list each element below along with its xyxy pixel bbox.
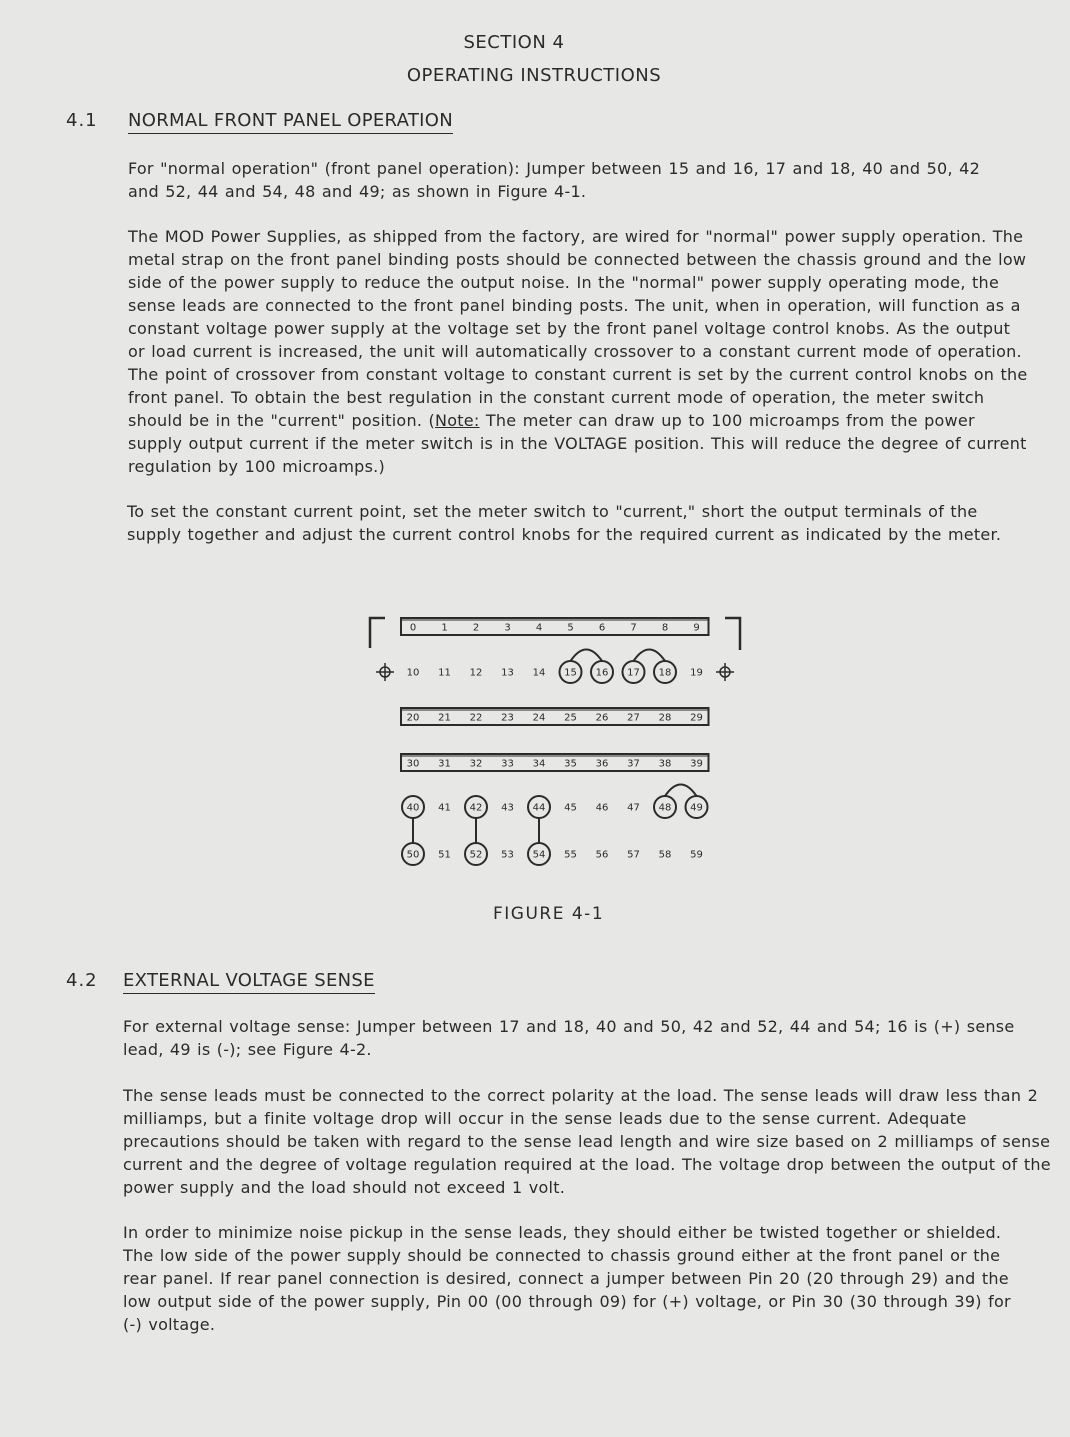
paragraph-text [128,225,1028,478]
jumper-strap [665,785,697,797]
terminal-label: 46 [595,802,609,814]
terminal-label: 0 [409,622,417,634]
page-title: OPERATING INSTRUCTIONS [406,65,662,86]
terminal-label: 13 [501,667,514,679]
terminal-label: 32 [469,758,483,770]
terminal-label: 17 [627,667,640,679]
paragraph-4-1-intro [128,157,998,203]
terminal-label: 54 [532,849,546,861]
terminal-label: 1 [441,622,448,634]
section-title-4-2: EXTERNAL VOLTAGE SENSE [123,970,375,994]
terminal-label: 40 [406,802,420,814]
note-label: Note: [435,411,480,430]
terminal-label: 18 [658,667,672,679]
section-title-4-1: NORMAL FRONT PANEL OPERATION [128,110,453,134]
section-heading: SECTION 4 [463,32,565,53]
terminal-label: 36 [595,758,609,770]
terminal-label: 2 [472,622,480,634]
bracket-right [725,618,740,650]
terminal-label: 44 [532,802,546,814]
terminal-label: 29 [690,712,703,724]
figure-caption: FIGURE 4-1 [493,904,605,924]
paragraph-text: For "normal operation" (front panel operation): Jumper between 15 and 16, 17 and 18, 40 and 50, 42 and 52, 44 and 54, 48 and 49; as shown in Figure 4-1. [128,159,980,201]
terminal-label: 43 [501,802,514,814]
terminal-label: 53 [501,849,514,861]
terminal-label: 12 [469,667,483,679]
terminal-label: 34 [532,758,546,770]
terminal-label: 9 [693,622,700,634]
jumper-strap [634,650,666,662]
terminal-label: 5 [567,622,574,634]
terminal-label: 37 [627,758,640,770]
terminal-label: 22 [469,712,483,724]
terminal-label: 56 [595,849,609,861]
paragraph-4-2-intro [123,1015,1033,1061]
paragraph-text: To set the constant current point, set the meter switch to "current," short the output terminals of the supply together and adjust the current control knobs for the required current as indicated by the meter. [127,502,1002,544]
terminal-label: 41 [438,802,451,814]
terminal-label: 50 [406,849,420,861]
terminal-label: 59 [690,849,703,861]
terminal-label: 31 [438,758,451,770]
terminal-label: 26 [595,712,609,724]
bracket-left [370,618,385,648]
terminal-label: 28 [658,712,672,724]
terminal-diagram [360,610,760,880]
terminal-label: 33 [501,758,514,770]
terminal-label: 49 [690,802,703,814]
terminal-label: 23 [501,712,514,724]
terminal-label: 51 [438,849,451,861]
terminal-label: 16 [595,667,609,679]
terminal-label: 7 [630,622,637,634]
terminal-label: 42 [469,802,483,814]
terminal-label: 6 [598,622,606,634]
terminal-label: 27 [627,712,640,724]
terminal-label: 47 [627,802,640,814]
terminal-label: 8 [661,622,669,634]
terminal-label: 25 [564,712,577,724]
terminal-label: 45 [564,802,577,814]
terminal-label: 10 [406,667,420,679]
terminal-label: 57 [627,849,640,861]
terminal-label: 55 [564,849,577,861]
text-run: The meter can draw up to 100 microamps from the power supply output current if the meter switch is in the VOLTAGE position. This will reduce the degree of current regulation by 100 microamps.) [128,411,1027,476]
terminal-label: 19 [690,667,703,679]
terminal-label: 21 [438,712,451,724]
terminal-label: 14 [532,667,546,679]
section-number-4-2: 4.2 [66,970,98,991]
terminal-label: 4 [535,622,543,634]
paragraph-text: In order to minimize noise pickup in the sense leads, they should either be twisted together or shielded. The low side of the power supply should be connected to chassis ground either at the front panel or the rear panel. If rear panel connection is desired, connect a jumper between Pin 20 (20 through 29) and the low output side of the power supply, Pin 00 (00 through 09) for (+) voltage, or Pin 30 (30 through 39) for (-) voltage. [123,1223,1011,1334]
terminal-label: 38 [658,758,672,770]
section-number-4-1: 4.1 [66,110,98,131]
jumper-strap [571,650,603,662]
paragraph-4-1-constant-current [127,500,1027,546]
terminal-label: 20 [406,712,420,724]
terminal-label: 39 [690,758,703,770]
terminal-label: 35 [564,758,577,770]
terminal-label: 15 [564,667,577,679]
terminal-label: 48 [658,802,672,814]
paragraph-4-1-normal-operation [128,225,1028,478]
terminal-label: 52 [469,849,483,861]
terminal-label: 3 [504,622,511,634]
terminal-label: 24 [532,712,546,724]
text-run: The MOD Power Supplies, as shipped from the factory, are wired for "normal" power supply operation. The metal strap on the front panel binding posts should be connected between the chassis ground and the low side of the power supply to reduce the output noise. In the "normal" power supply operating mode, the sense leads are connected to the front panel binding posts. The unit, when in operation, will function as a constant voltage power supply at the voltage set by the front panel voltage control knobs. As the output or load current is increased, the unit will automatically crossover to a constant current mode of operation. The point of crossover from constant voltage to constant current is set by the current control knobs on the front panel. To obtain the best regulation in the constant current mode of operation, the meter switch should be in the "current" position. ( [128,227,1028,430]
paragraph-text: The sense leads must be connected to the correct polarity at the load. The sense leads will draw less than 2 milliamps, but a finite voltage drop will occur in the sense leads due to the sense current. Adequate precautions should be taken with regard to the sense lead length and wire size based on 2 milliamps of sense current and the degree of voltage regulation required at the load. The voltage drop between the output of the power supply and the load should not exceed 1 volt. [123,1086,1051,1197]
paragraph-4-2-sense-leads [123,1084,1058,1199]
paragraph-4-2-noise [123,1221,1028,1336]
figure-4-1 [360,610,760,884]
terminal-label: 11 [438,667,451,679]
terminal-label: 58 [658,849,672,861]
terminal-label: 30 [406,758,420,770]
paragraph-text: For external voltage sense: Jumper between 17 and 18, 40 and 50, 42 and 52, 44 and 54; 16 is (+) sense lead, 49 is (-); see Figure 4-2. [123,1017,1015,1059]
